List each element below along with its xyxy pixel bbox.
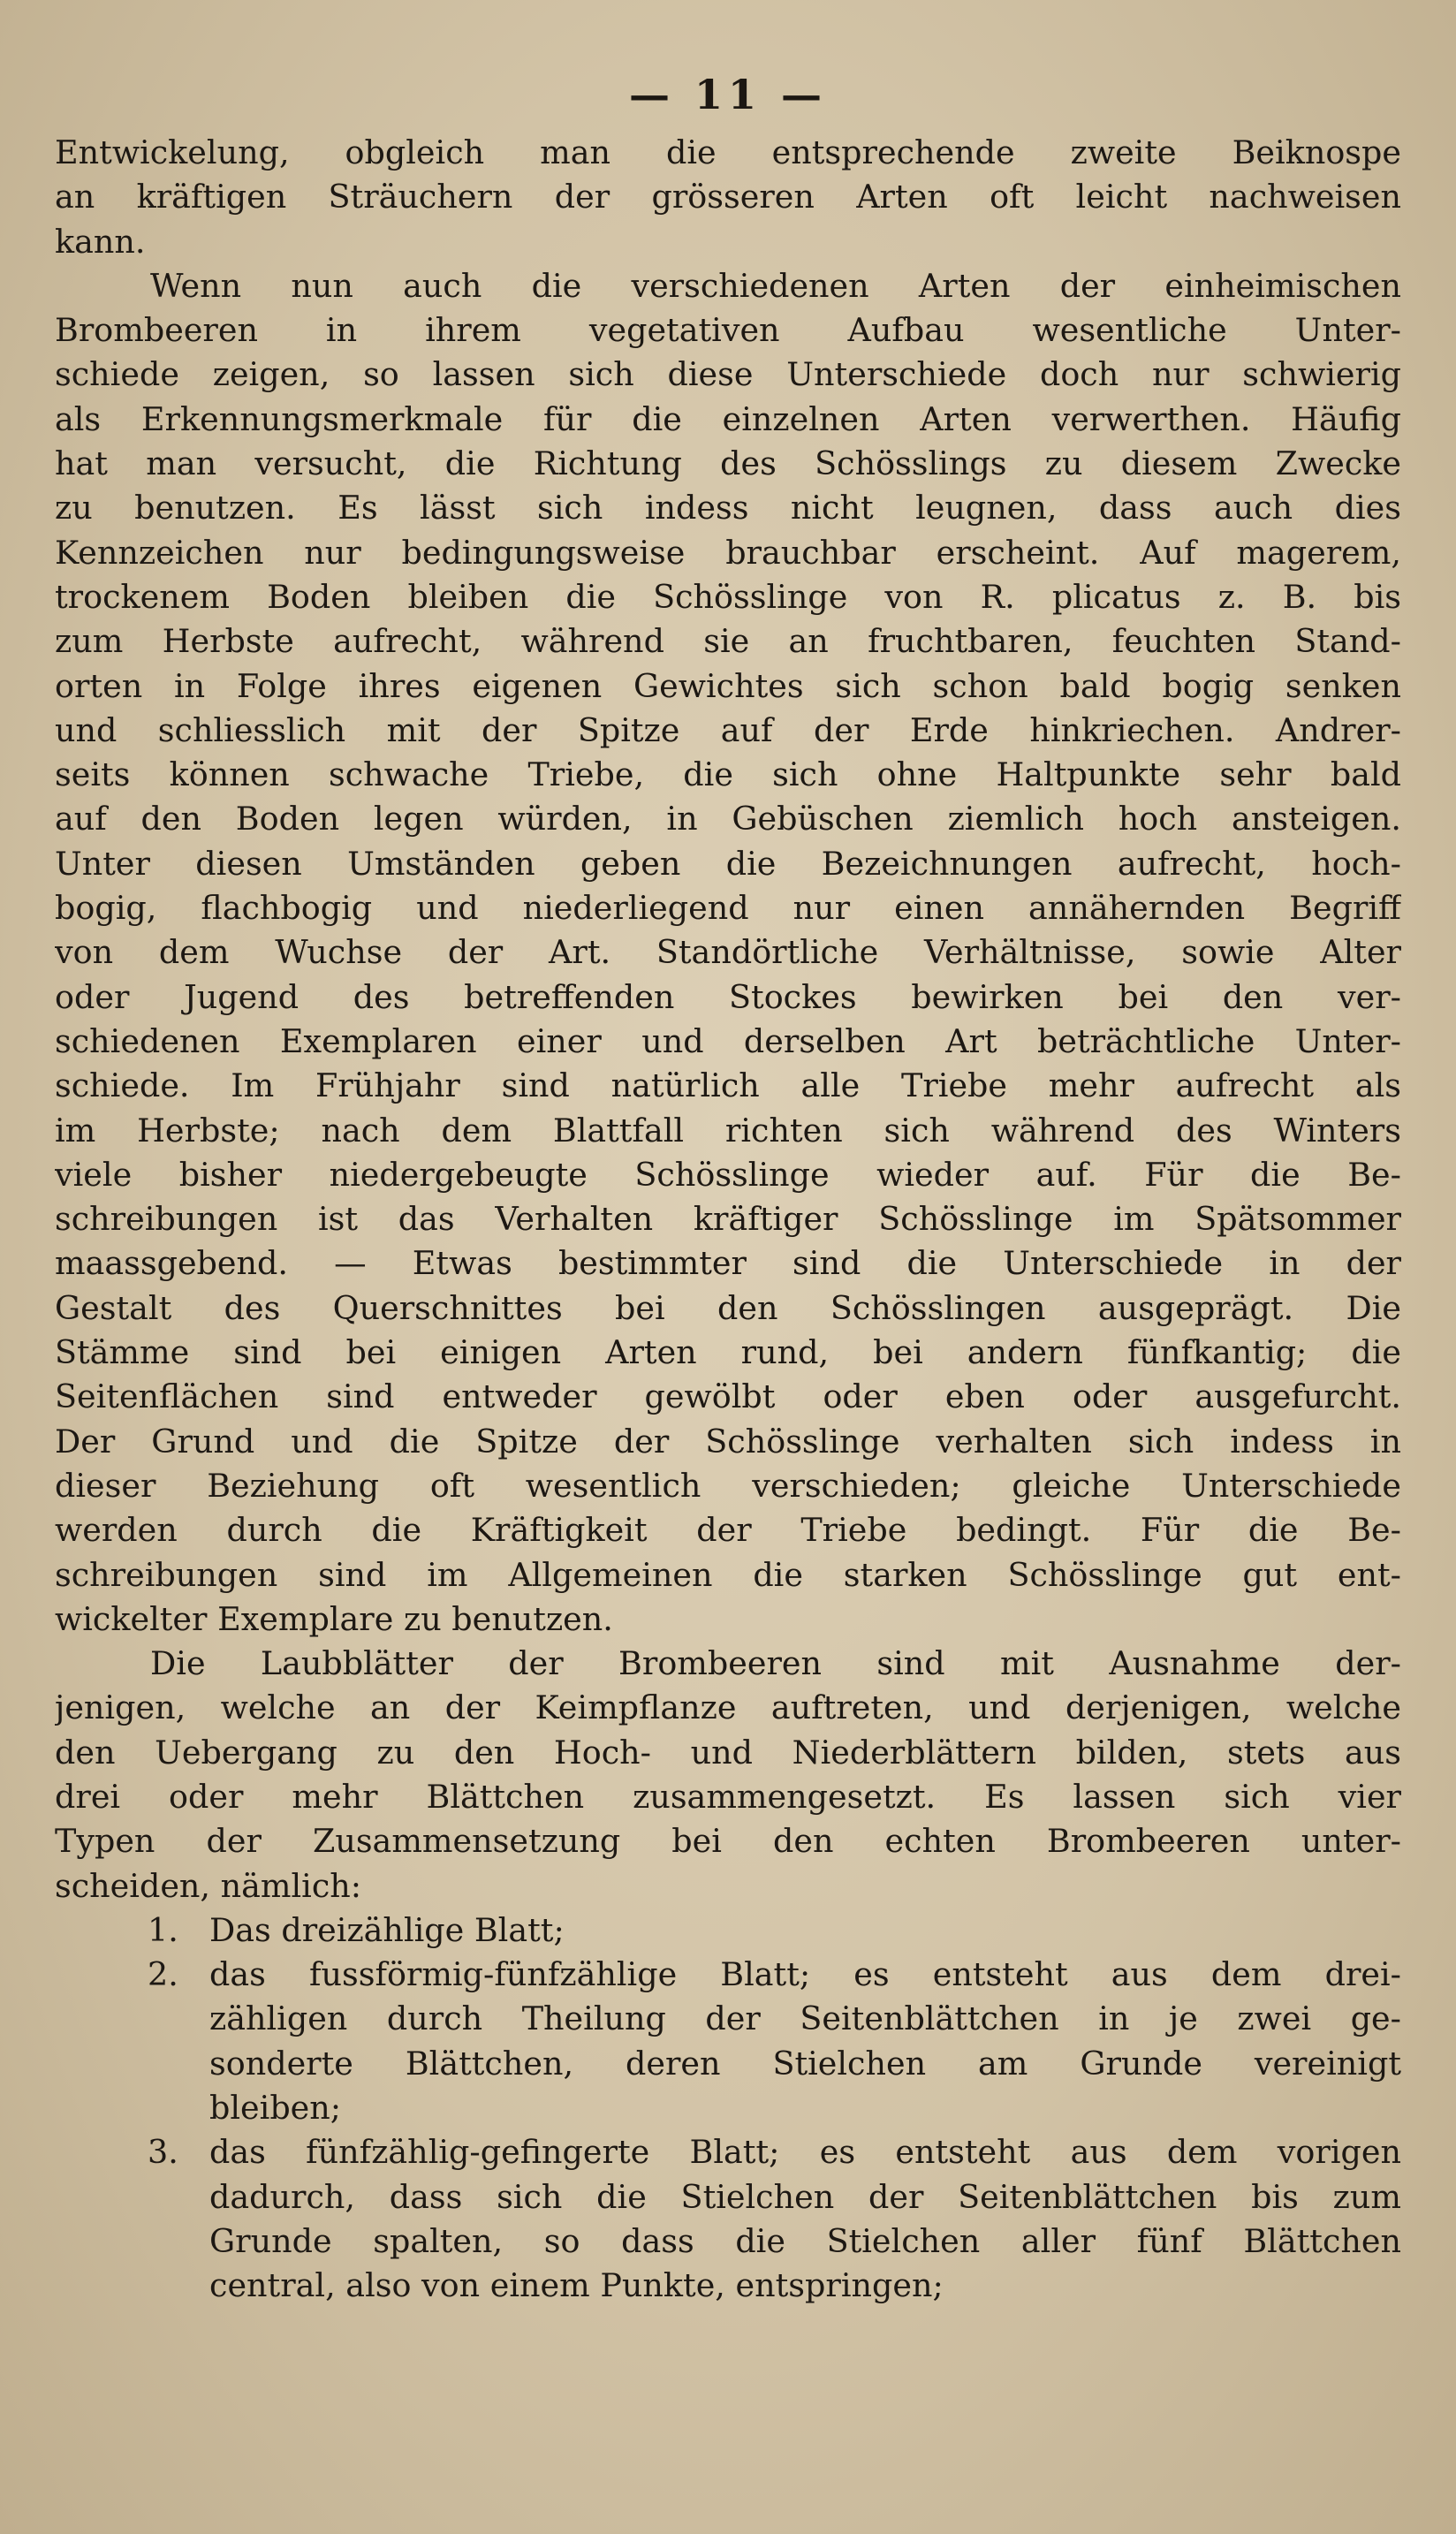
text-line: bogig, flachbogig und niederliegend nur einen annähernden Begriff bbox=[55, 889, 1401, 928]
text-line: Brombeeren in ihrem vegetativen Aufbau wesentliche Unter- bbox=[55, 311, 1401, 350]
text-line: als Erkennungsmerkmale für die einzelnen Arten verwerthen. Häufig bbox=[55, 399, 1401, 438]
list-item-line: Grunde spalten, so dass die Stielchen aller fünf Blättchen bbox=[209, 2221, 1401, 2260]
text-line: dieser Beziehung oft wesentlich verschieden; gleiche Unterschiede bbox=[55, 1466, 1401, 1505]
text-line: den Uebergang zu den Hoch- und Niederblättern bilden, stets aus bbox=[55, 1733, 1401, 1772]
list-item-number: 3. bbox=[148, 2133, 178, 2172]
list-item-line: zähligen durch Theilung der Seitenblättchen in je zwei ge- bbox=[209, 1999, 1401, 2038]
text-line: seits können schwache Triebe, die sich ohne Haltpunkte sehr bald bbox=[55, 755, 1401, 794]
text-line: trockenem Boden bleiben die Schösslinge von R. plicatus z. B. bis bbox=[55, 577, 1401, 616]
list-item-line: bleiben; bbox=[209, 2089, 342, 2128]
text-line: kann. bbox=[55, 222, 146, 261]
list-item-line: sonderte Blättchen, deren Stielchen am Grunde vereinigt bbox=[209, 2044, 1401, 2083]
text-line: schiede. Im Frühjahr sind natürlich alle Triebe mehr aufrecht als bbox=[55, 1066, 1401, 1105]
text-line: Seitenflächen sind entweder gewölbt oder eben oder ausgefurcht. bbox=[55, 1377, 1401, 1416]
text-line: werden durch die Kräftigkeit der Triebe bedingt. Für die Be- bbox=[55, 1511, 1401, 1550]
text-line: Unter diesen Umständen geben die Bezeichnungen aufrecht, hoch- bbox=[55, 844, 1401, 883]
text-line: Der Grund und die Spitze der Schösslinge verhalten sich indess in bbox=[55, 1422, 1401, 1460]
text-line: schreibungen sind im Allgemeinen die starken Schösslinge gut ent- bbox=[55, 1555, 1401, 1594]
text-line: an kräftigen Sträuchern der grösseren Arten oft leicht nachweisen bbox=[55, 178, 1401, 216]
list-item-number: 1. bbox=[148, 1910, 178, 1949]
body-text bbox=[55, 131, 1401, 1908]
text-line: von dem Wuchse der Art. Standörtliche Verhältnisse, sowie Alter bbox=[55, 933, 1401, 972]
text-line: hat man versucht, die Richtung des Schösslings zu diesem Zwecke bbox=[55, 444, 1401, 483]
list-item bbox=[55, 1908, 1401, 1953]
text-line: Wenn nun auch die verschiedenen Arten der einheimischen bbox=[150, 266, 1401, 305]
text-line: im Herbste; nach dem Blattfall richten sich während des Winters bbox=[55, 1111, 1401, 1149]
text-line: Stämme sind bei einigen Arten rund, bei andern fünfkantig; die bbox=[55, 1333, 1401, 1372]
text-line: scheiden, nämlich: bbox=[55, 1866, 362, 1905]
text-line: Kennzeichen nur bedingungsweise brauchbar erscheint. Auf magerem, bbox=[55, 533, 1401, 572]
text-line: oder Jugend des betreffenden Stockes bewirken bei den ver- bbox=[55, 977, 1401, 1016]
list-item-line: dadurch, dass sich die Stielchen der Seitenblättchen bis zum bbox=[209, 2177, 1401, 2216]
text-line: jenigen, welche an der Keimpflanze auftreten, und derjenigen, welche bbox=[55, 1688, 1401, 1727]
text-line: Gestalt des Querschnittes bei den Schösslingen ausgeprägt. Die bbox=[55, 1288, 1401, 1327]
text-line: schiedenen Exemplaren einer und derselben Art beträchtliche Unter- bbox=[55, 1021, 1401, 1060]
text-line: Entwickelung, obgleich man die entsprechende zweite Beiknospe bbox=[55, 133, 1401, 171]
list-item-number: 2. bbox=[148, 1955, 178, 1994]
list-item-line: das fünfzählig-gefingerte Blatt; es entsteht aus dem vorigen bbox=[209, 2133, 1401, 2172]
text-line: auf den Boden legen würden, in Gebüschen ziemlich hoch ansteigen. bbox=[55, 800, 1401, 838]
page-number: — 11 — bbox=[628, 71, 828, 118]
text-line: drei oder mehr Blättchen zusammengesetzt. Es lassen sich vier bbox=[55, 1777, 1401, 1816]
text-line: Typen der Zusammensetzung bei den echten Brombeeren unter- bbox=[55, 1822, 1401, 1861]
list-item bbox=[55, 2130, 1401, 2308]
list-item-line: Das dreizählige Blatt; bbox=[209, 1910, 565, 1949]
text-line: maassgebend. — Etwas bestimmter sind die Unterschiede in der bbox=[55, 1244, 1401, 1283]
text-line: schreibungen ist das Verhalten kräftiger Schösslinge im Spätsommer bbox=[55, 1200, 1401, 1239]
text-line: schiede zeigen, so lassen sich diese Unterschiede doch nur schwierig bbox=[55, 355, 1401, 394]
list-item-line: central, also von einem Punkte, entspringen; bbox=[209, 2266, 944, 2305]
text-line: viele bisher niedergebeugte Schösslinge wieder auf. Für die Be- bbox=[55, 1155, 1401, 1194]
list-item bbox=[55, 1953, 1401, 2130]
text-line: zu benutzen. Es lässt sich indess nicht leugnen, dass auch dies bbox=[55, 489, 1401, 527]
text-line: Die Laubblätter der Brombeeren sind mit Ausnahme der- bbox=[150, 1644, 1401, 1683]
text-line: wickelter Exemplare zu benutzen. bbox=[55, 1599, 613, 1638]
list-item-line: das fussförmig-fünfzählige Blatt; es entsteht aus dem drei- bbox=[209, 1955, 1401, 1994]
text-line: und schliesslich mit der Spitze auf der Erde hinkriechen. Andrer- bbox=[55, 710, 1401, 749]
text-line: zum Herbste aufrecht, während sie an fruchtbaren, feuchten Stand- bbox=[55, 622, 1401, 661]
text-line: orten in Folge ihres eigenen Gewichtes sich schon bald bogig senken bbox=[55, 666, 1401, 705]
numbered-list bbox=[55, 1908, 1401, 2309]
